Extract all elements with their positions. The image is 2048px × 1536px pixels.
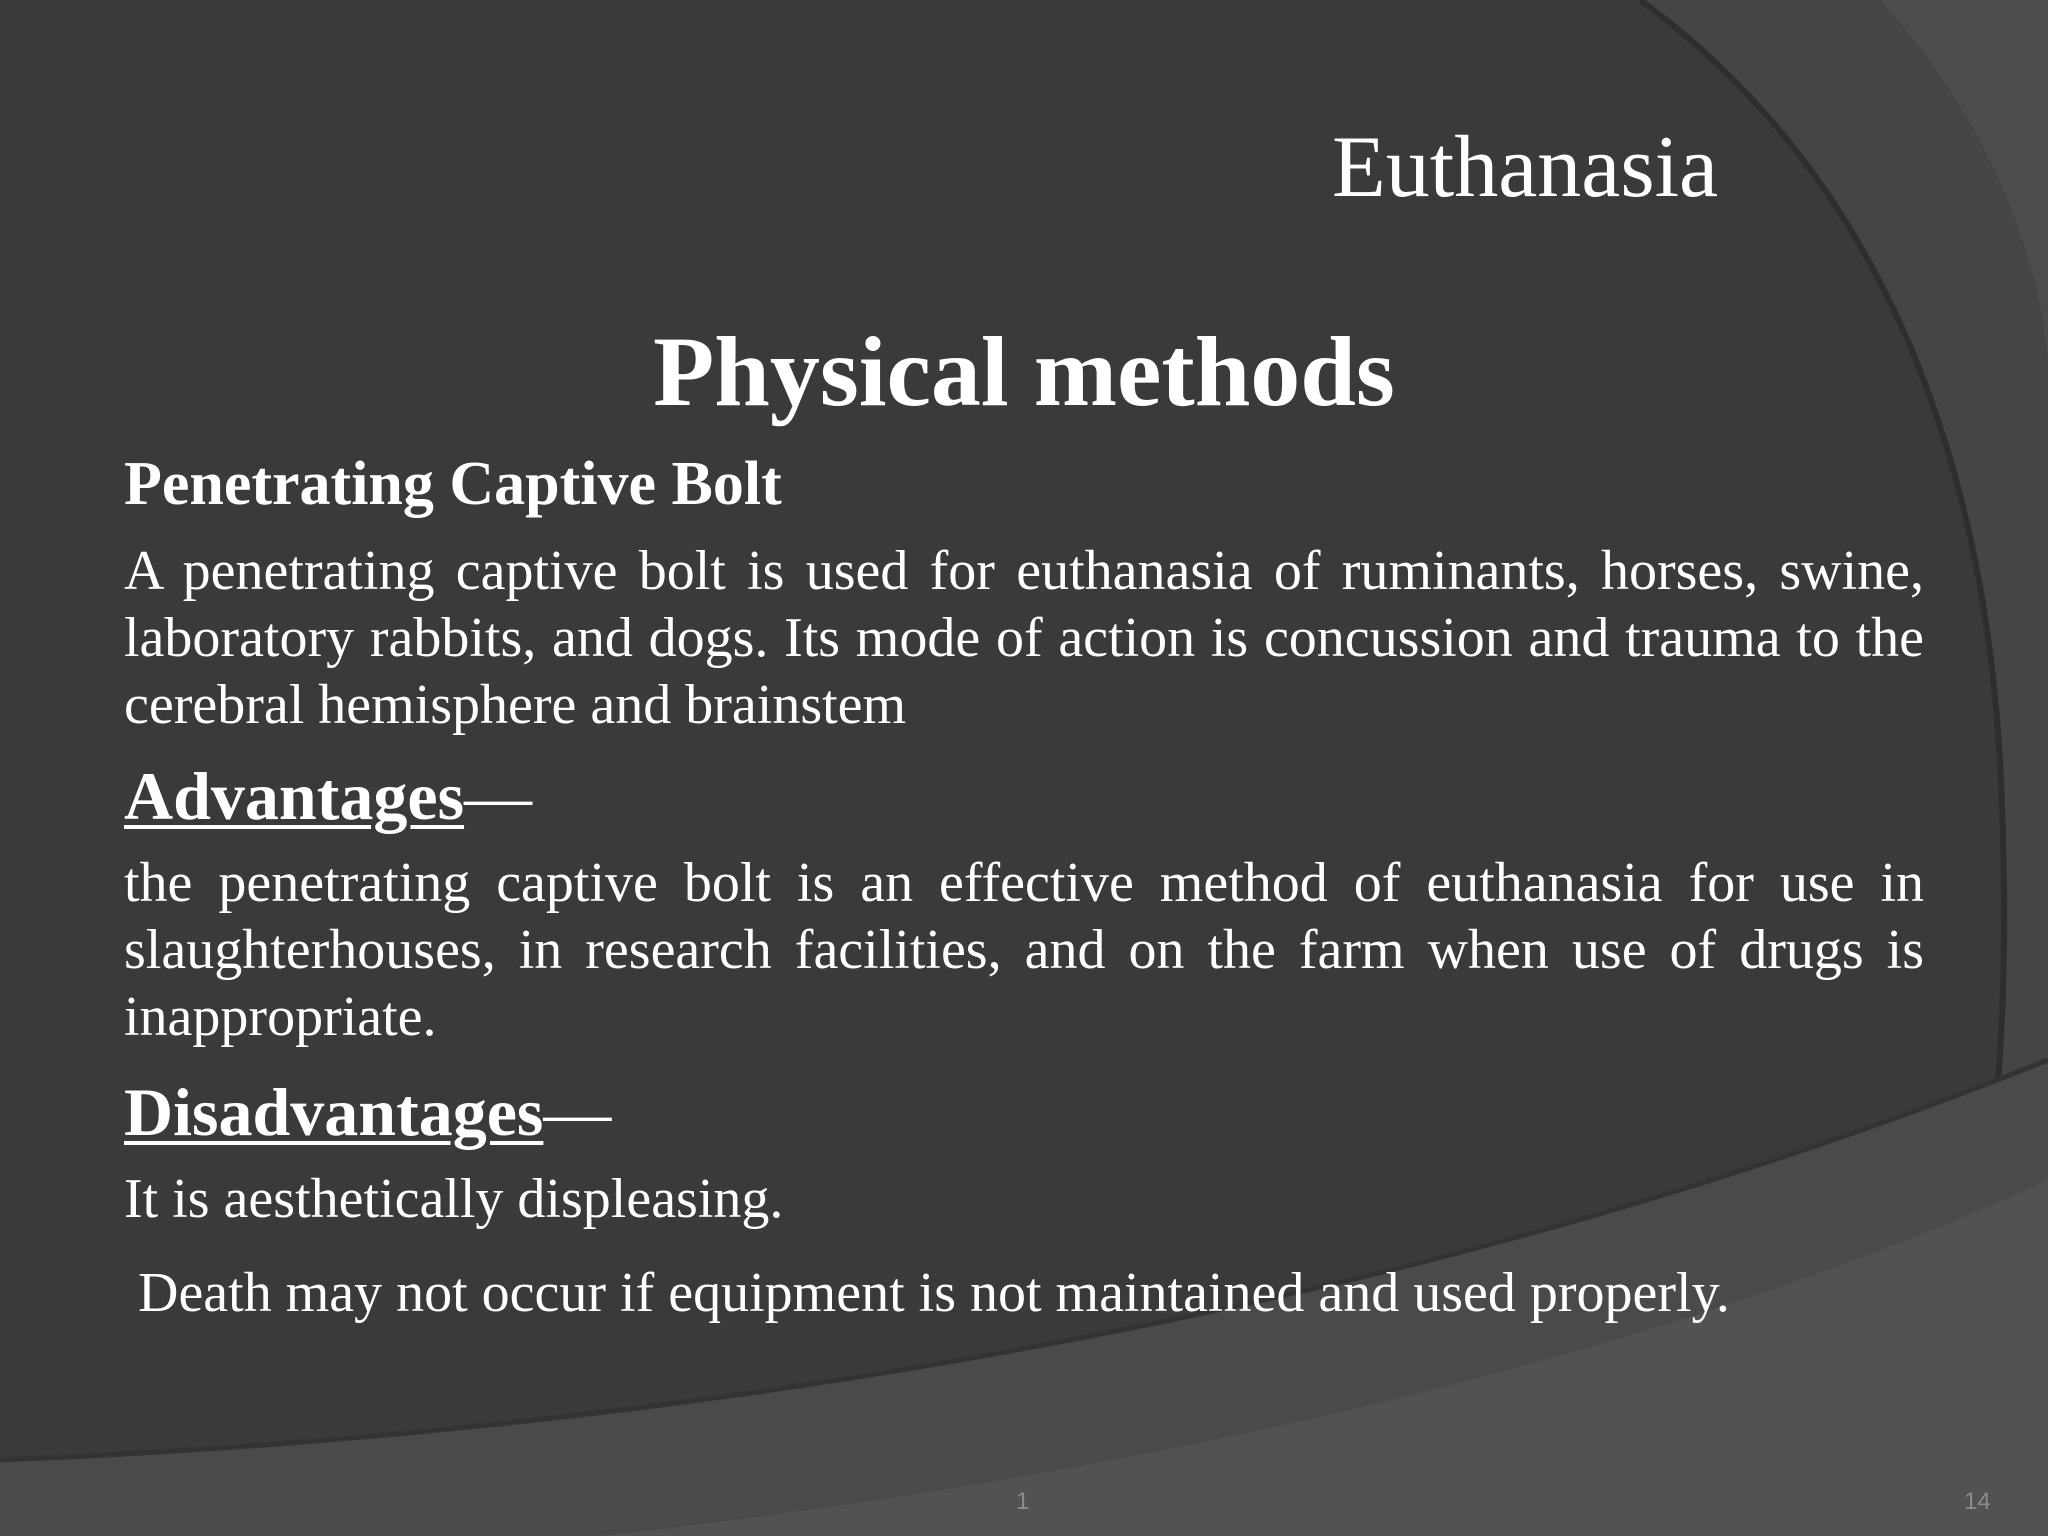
slide-number: 1: [1016, 1488, 1030, 1515]
disadvantages-dash: —: [543, 1074, 612, 1150]
disadvantage-item: It is aesthetically displeasing.: [124, 1168, 784, 1230]
subheading: Penetrating Captive Bolt: [124, 450, 782, 518]
disadvantages-label: Disadvantages: [124, 1074, 544, 1150]
slide-topic: Euthanasia: [1332, 119, 1719, 216]
page-number: 14: [1964, 1488, 1991, 1515]
advantages-label: Advantages: [124, 758, 465, 834]
intro-paragraph: A penetrating captive bolt is used for euthanasia of ruminants, horses, swine, laboratory rabbits, and dogs. Its mode of action is concussion and trauma to the cerebral hemisphere and brainstem: [124, 540, 1924, 736]
advantages-dash: —: [464, 758, 533, 834]
disadvantages-heading: [124, 1072, 611, 1152]
disadvantage-item: Death may not occur if equipment is not maintained and used properly.: [138, 1262, 1730, 1324]
advantages-heading: [124, 756, 532, 836]
slide-title: Physical methods: [653, 316, 1395, 427]
advantages-paragraph: the penetrating captive bolt is an effective method of euthanasia for use in slaughterhouses, in research facilities, and on the farm when use of drugs is inappropriate.: [124, 852, 1924, 1048]
